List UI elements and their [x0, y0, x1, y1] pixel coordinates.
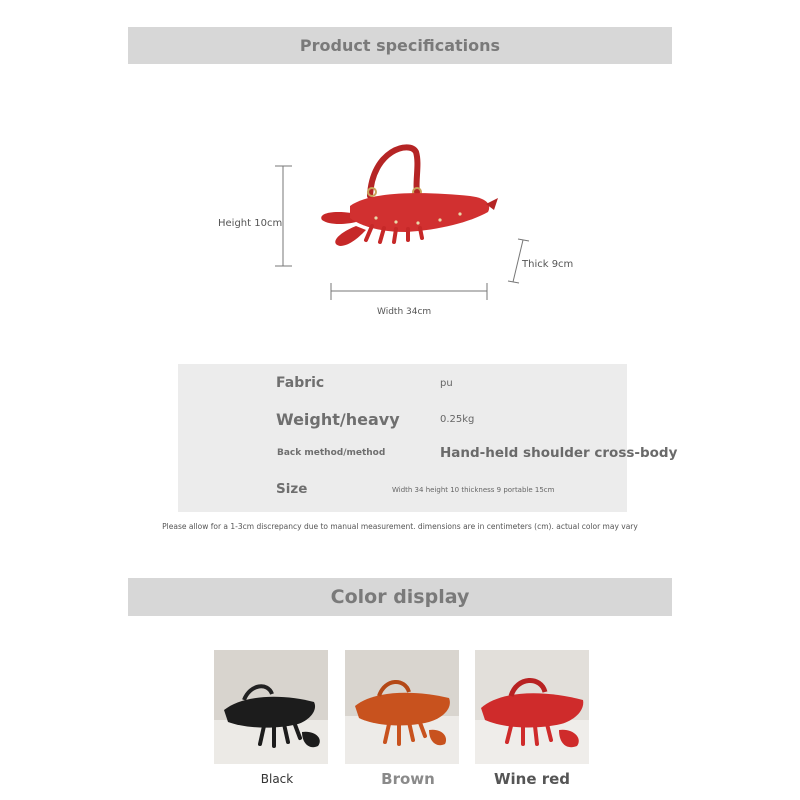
wine-red-bag-image: [475, 650, 589, 764]
spec-key-carry-method: Back method/method: [277, 448, 386, 458]
color-label-wine-red: Wine red: [493, 770, 571, 788]
spec-table: [178, 364, 678, 512]
color-swatch-brown[interactable]: [345, 650, 459, 764]
lobster-bag-image: [321, 147, 498, 246]
black-bag-image: [214, 650, 328, 764]
width-label: Width 34cm: [377, 307, 432, 317]
color-section-banner: [128, 578, 672, 616]
product-dimension-diagram: [0, 0, 800, 360]
color-label-black: Black: [260, 772, 294, 786]
spec-value-size: Width 34 height 10 thickness 9 portable 15cm: [392, 486, 555, 494]
height-indicator: [275, 166, 292, 266]
spec-key-size: Size: [276, 481, 308, 497]
spec-value-fabric: pu: [440, 378, 453, 389]
thick-label: Thick 9cm: [522, 259, 574, 270]
spec-value-weight: 0.25kg: [440, 414, 475, 425]
color-label-brown: Brown: [381, 770, 435, 788]
width-indicator: [331, 283, 487, 300]
spec-section-title: Product specifications: [299, 36, 501, 55]
spec-key-weight: Weight/heavy: [276, 410, 400, 429]
measurement-note: Please allow for a 1-3cm discrepancy due to manual measurement. dimensions are in centimeters (cm). actual color may vary: [162, 522, 638, 531]
color-swatch-wine-red[interactable]: [475, 650, 589, 764]
color-section-title: Color display: [330, 586, 470, 608]
brown-bag-image: [345, 650, 459, 764]
spec-key-fabric: Fabric: [276, 375, 325, 391]
height-label: Height 10cm: [218, 218, 283, 229]
spec-value-carry-method: Hand-held shoulder cross-body: [440, 445, 678, 461]
color-swatch-black[interactable]: [214, 650, 328, 764]
